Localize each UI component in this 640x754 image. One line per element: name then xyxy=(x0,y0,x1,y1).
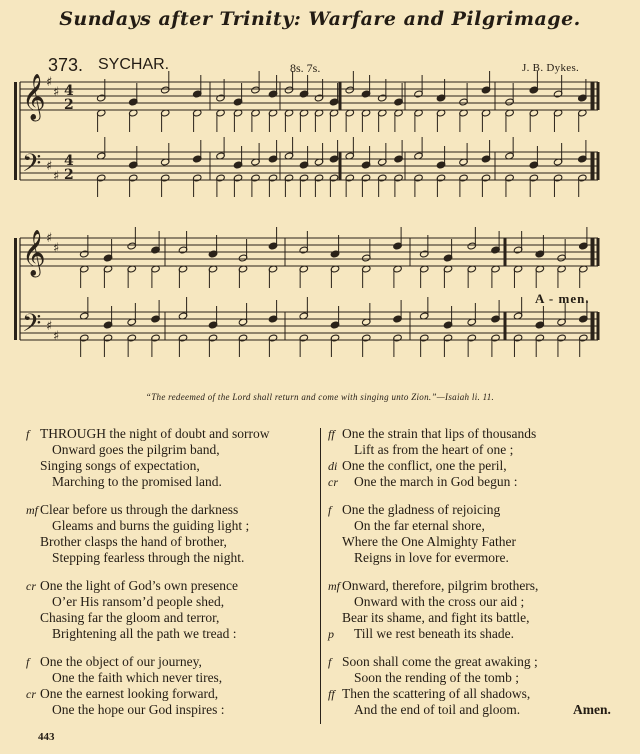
verse-text: One the light of God’s own presence xyxy=(40,578,238,593)
key-sharp: ♯ xyxy=(53,241,60,256)
verse-text: Brother clasps the hand of brother, xyxy=(40,534,227,549)
verse-text: Stepping fearless through the night. xyxy=(52,550,245,565)
dynamic-mark: di xyxy=(328,459,338,473)
verse-text: One the faith which never tires, xyxy=(52,670,223,685)
verse-text: On the far eternal shore, xyxy=(354,518,485,533)
verse-text: Where the One Almighty Father xyxy=(342,534,516,549)
verse-text: Singing songs of expectation, xyxy=(40,458,200,473)
dynamic-mark: mf xyxy=(328,579,340,593)
time-signature: 4 xyxy=(64,83,74,99)
verse-text: One the march in God begun : xyxy=(354,474,518,489)
key-sharp: ♯ xyxy=(46,75,53,90)
verse-text: Onward with the cross our aid ; xyxy=(354,594,525,609)
verse-text: Brightening all the path we tread : xyxy=(52,626,237,641)
dynamic-mark: cr xyxy=(26,687,36,701)
time-signature: 2 xyxy=(64,97,74,113)
verse-text: Gleams and burns the guiding light ; xyxy=(52,518,250,533)
treble-clef: 𝄞 xyxy=(22,230,46,276)
hymn-meter: 8s. 7s. xyxy=(290,61,321,75)
dynamic-mark: mf xyxy=(26,503,38,517)
dynamic-mark: cr xyxy=(328,475,338,489)
verse-text: Soon the rending of the tomb ; xyxy=(354,670,519,685)
time-signature: 2 xyxy=(64,167,74,183)
dynamic-mark: cr xyxy=(26,579,36,593)
dynamic-mark: ff xyxy=(328,427,335,441)
verse-text: Clear before us through the darkness xyxy=(40,502,239,517)
verse-text: Reigns in love for evermore. xyxy=(354,550,509,565)
verse-text: Bear its shame, and fight its battle, xyxy=(342,610,530,625)
verse-text: O’er His ransom’d people shed, xyxy=(52,594,225,609)
scripture-quote: “The redeemed of the Lord shall return and come with singing unto Zion.”—Isaiah li. 11. xyxy=(145,392,495,402)
verse-text: One the earnest looking forward, xyxy=(40,686,219,701)
verse-text: Lift as from the heart of one ; xyxy=(354,442,514,457)
verse-text: One the hope our God inspires : xyxy=(52,702,225,717)
system-brace xyxy=(14,82,17,180)
verse-text: Till we rest beneath its shade. xyxy=(354,626,514,641)
verse-text: One the gladness of rejoicing xyxy=(342,502,501,517)
bass-clef: 𝄢 xyxy=(22,149,42,184)
verse-text: One the strain that lips of thousands xyxy=(342,426,537,441)
verse-text: Soon shall come the great awaking ; xyxy=(342,654,538,669)
dynamic-mark: f xyxy=(26,655,30,669)
key-sharp: ♯ xyxy=(53,329,60,344)
key-sharp: ♯ xyxy=(46,319,53,334)
dynamic-mark: p xyxy=(328,627,334,641)
time-signature: 4 xyxy=(64,153,74,169)
key-sharp: ♯ xyxy=(53,85,60,100)
amen-lyric: A - men. xyxy=(535,291,590,306)
dynamic-mark: f xyxy=(26,427,30,441)
amen-text: Amen. xyxy=(573,702,611,717)
key-sharp: ♯ xyxy=(53,169,60,184)
treble-clef: 𝄞 xyxy=(22,74,46,120)
hymn-number: 373. xyxy=(48,55,84,75)
verse-text: Onward goes the pilgrim band, xyxy=(52,442,220,457)
key-sharp: ♯ xyxy=(46,159,53,174)
system-brace xyxy=(14,238,17,340)
verse-text: Then the scattering of all shadows, xyxy=(342,686,531,701)
verse-text: Chasing far the gloom and terror, xyxy=(40,610,220,625)
verse-text: One the conflict, one the peril, xyxy=(342,458,507,473)
tune-name: SYCHAR. xyxy=(98,56,170,73)
verse-text: Onward, therefore, pilgrim brothers, xyxy=(342,578,539,593)
dynamic-mark: ff xyxy=(328,687,335,701)
page-number: 443 xyxy=(38,731,55,743)
dynamic-mark: f xyxy=(328,503,332,517)
verse-text: One the object of our journey, xyxy=(40,654,202,669)
bass-clef: 𝄢 xyxy=(22,309,42,344)
page-header: Sundays after Trinity: Warfare and Pilgrimage. xyxy=(59,8,581,30)
verse-text: And the end of toil and gloom. xyxy=(354,702,521,717)
dynamic-mark: f xyxy=(328,655,332,669)
column-divider xyxy=(320,428,321,724)
key-sharp: ♯ xyxy=(46,231,53,246)
verse-text: THROUGH the night of doubt and sorrow xyxy=(40,426,270,441)
composer-name: J. B. Dykes. xyxy=(522,62,580,74)
verse-text: Marching to the promised land. xyxy=(52,474,222,489)
